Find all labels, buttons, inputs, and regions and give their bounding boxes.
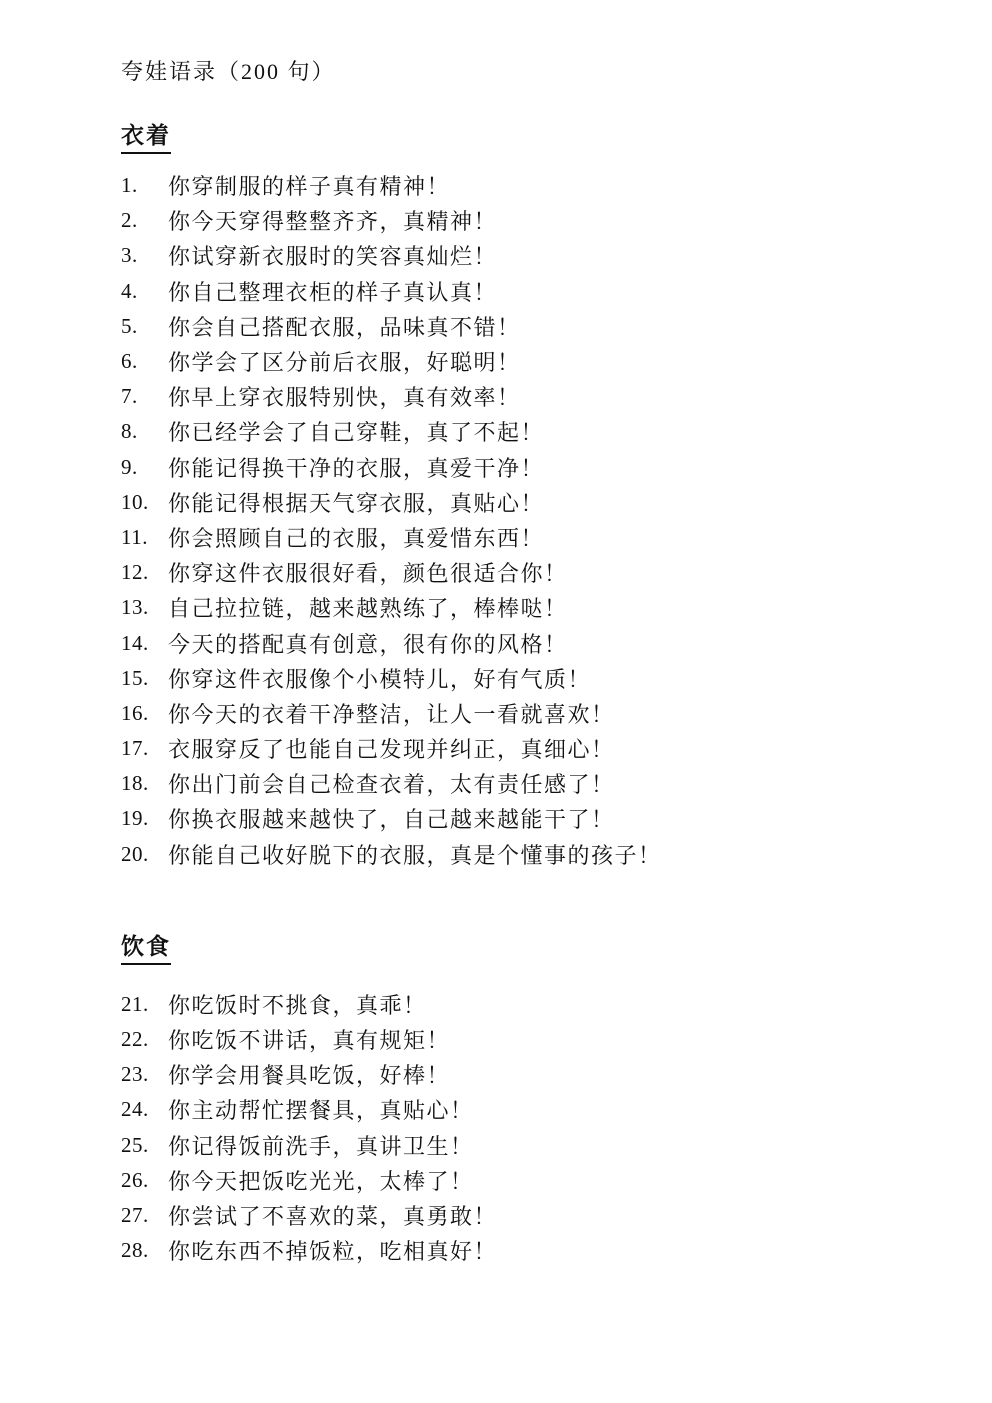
item-number: 15. — [121, 665, 149, 690]
item-text: 你学会了区分前后衣服，好聪明！ — [168, 350, 521, 376]
item-number: 22. — [121, 1027, 149, 1052]
item-text: 你自己整理衣柜的样子真认真！ — [168, 279, 498, 305]
item-number: 20. — [121, 841, 149, 866]
item-number: 26. — [121, 1167, 149, 1192]
list-item — [121, 379, 932, 414]
list-item — [121, 766, 932, 801]
item-text: 你穿这件衣服很好看，颜色很适合你！ — [168, 561, 568, 587]
list-item — [121, 1198, 932, 1233]
item-number: 27. — [121, 1202, 149, 1227]
item-text: 你出门前会自己检查衣着，太有责任感了！ — [168, 772, 615, 798]
item-number: 11. — [121, 524, 148, 549]
item-text: 你吃饭时不挑食，真乖！ — [168, 992, 427, 1018]
item-number: 13. — [121, 595, 149, 620]
item-number: 16. — [121, 700, 149, 725]
list-item — [121, 801, 932, 836]
item-number: 1. — [121, 173, 138, 198]
item-number: 4. — [121, 278, 138, 303]
list-item — [121, 309, 932, 344]
section-heading-diet — [121, 932, 932, 965]
item-text: 你吃饭不讲话，真有规矩！ — [168, 1028, 451, 1054]
list-item — [121, 450, 932, 485]
item-text: 你能自己收好脱下的衣服，真是个懂事的孩子！ — [168, 842, 662, 868]
item-number: 6. — [121, 349, 138, 374]
item-number: 25. — [121, 1132, 149, 1157]
item-text: 你记得饭前洗手，真讲卫生！ — [168, 1133, 474, 1159]
list-item — [121, 414, 932, 449]
item-number: 10. — [121, 489, 149, 514]
item-number: 5. — [121, 313, 138, 338]
list-item — [121, 1163, 932, 1198]
list-item — [121, 731, 932, 766]
item-text: 你早上穿衣服特别快，真有效率！ — [168, 385, 521, 411]
item-text: 你今天穿得整整齐齐，真精神！ — [168, 209, 498, 235]
item-text: 你主动帮忙摆餐具，真贴心！ — [168, 1098, 474, 1124]
item-text: 你能记得换干净的衣服，真爱干净！ — [168, 455, 545, 481]
item-number: 3. — [121, 243, 138, 268]
list-item — [121, 837, 932, 872]
praise-list-clothing — [121, 168, 932, 872]
item-number: 8. — [121, 419, 138, 444]
item-text: 今天的搭配真有创意，很有你的风格！ — [168, 631, 568, 657]
item-number: 7. — [121, 384, 138, 409]
item-number: 18. — [121, 771, 149, 796]
section-clothing — [121, 121, 932, 872]
item-number: 17. — [121, 736, 149, 761]
item-text: 你吃东西不掉饭粒，吃相真好！ — [168, 1239, 498, 1265]
list-item — [121, 168, 932, 203]
list-item — [121, 344, 932, 379]
item-text: 你会照顾自己的衣服，真爱惜东西！ — [168, 525, 545, 551]
section-heading-clothing — [121, 121, 932, 154]
list-item — [121, 661, 932, 696]
list-item — [121, 555, 932, 590]
item-number: 21. — [121, 991, 149, 1016]
list-item — [121, 238, 932, 273]
item-text: 你尝试了不喜欢的菜，真勇敢！ — [168, 1203, 498, 1229]
item-text: 自己拉拉链，越来越熟练了，棒棒哒！ — [168, 596, 568, 622]
item-text: 你今天的衣着干净整洁，让人一看就喜欢！ — [168, 701, 615, 727]
section-heading-text: 饮食 — [121, 932, 171, 965]
item-number: 2. — [121, 208, 138, 233]
item-number: 12. — [121, 560, 149, 585]
item-text: 你穿这件衣服像个小模特儿，好有气质！ — [168, 666, 592, 692]
item-text: 你已经学会了自己穿鞋，真了不起！ — [168, 420, 545, 446]
item-text: 衣服穿反了也能自己发现并纠正，真细心！ — [168, 737, 615, 763]
item-text: 你学会用餐具吃饭，好棒！ — [168, 1063, 451, 1089]
item-number: 24. — [121, 1097, 149, 1122]
item-text: 你能记得根据天气穿衣服，真贴心！ — [168, 490, 545, 516]
item-text: 你今天把饭吃光光，太棒了！ — [168, 1168, 474, 1194]
section-heading-text: 衣着 — [121, 121, 171, 154]
list-item — [121, 1022, 932, 1057]
list-item — [121, 485, 932, 520]
item-number: 28. — [121, 1238, 149, 1263]
list-item — [121, 1092, 932, 1127]
item-number: 23. — [121, 1062, 149, 1087]
section-diet — [121, 932, 932, 1269]
list-item — [121, 520, 932, 555]
item-text: 你试穿新衣服时的笑容真灿烂！ — [168, 244, 498, 270]
item-text: 你穿制服的样子真有精神！ — [168, 174, 451, 200]
list-item — [121, 987, 932, 1022]
list-item — [121, 625, 932, 660]
list-item — [121, 1057, 932, 1092]
item-number: 14. — [121, 630, 149, 655]
list-item — [121, 1233, 932, 1268]
list-item — [121, 696, 932, 731]
list-item — [121, 274, 932, 309]
list-item — [121, 203, 932, 238]
list-item — [121, 1128, 932, 1163]
praise-list-diet — [121, 987, 932, 1269]
item-text: 你换衣服越来越快了，自己越来越能干了！ — [168, 807, 615, 833]
item-number: 9. — [121, 454, 138, 479]
item-text: 你会自己搭配衣服，品味真不错！ — [168, 314, 521, 340]
item-number: 19. — [121, 806, 149, 831]
page-title: 夸娃语录（200 句） — [121, 59, 336, 84]
list-item — [121, 590, 932, 625]
